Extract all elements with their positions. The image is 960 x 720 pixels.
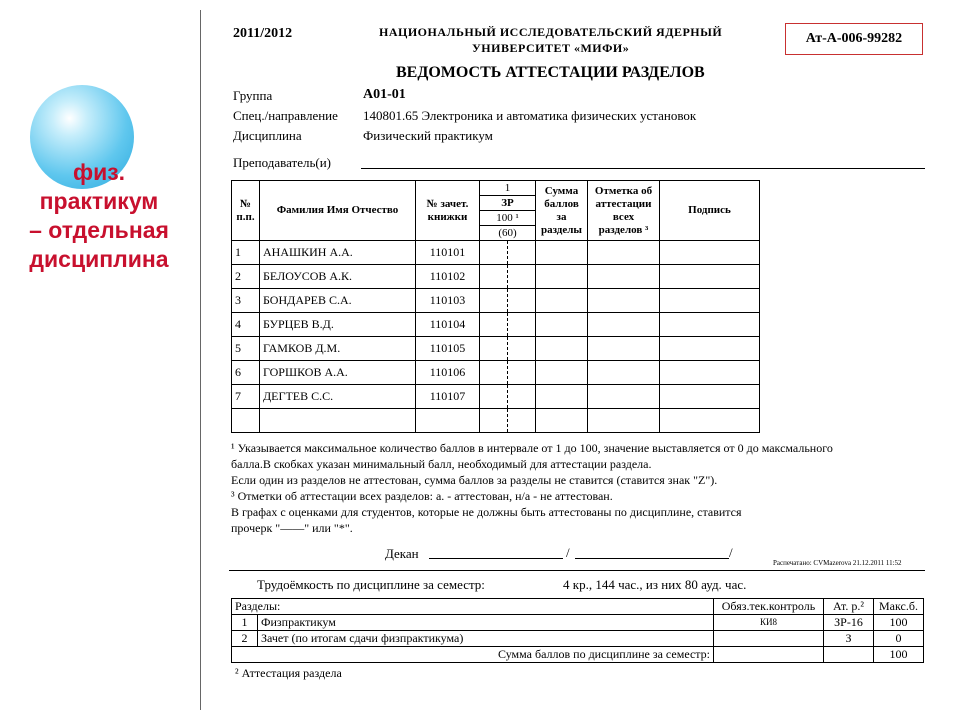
dean-separator: /	[566, 545, 570, 560]
slide-caption-line: физ.	[72, 159, 126, 185]
row-name: ДЕГТЕВ С.С.	[260, 385, 416, 409]
slide-caption	[4, 158, 194, 274]
table-row	[232, 265, 760, 289]
header-section-max: 100 ¹	[480, 211, 536, 226]
header-mark: Отметка об аттестации всех разделов ³	[588, 181, 660, 241]
row-num: 7	[232, 385, 260, 409]
hours-label: Трудоёмкость по дисциплине за семестр:	[257, 577, 485, 592]
section-name: Зачет (по итогам сдачи физпрактикума)	[258, 631, 714, 647]
section-attestation: З	[824, 631, 874, 647]
signature-cell[interactable]	[660, 361, 760, 385]
attestation-header: Ат. р.²	[824, 599, 874, 615]
grade-cell[interactable]	[480, 313, 508, 337]
slide-caption-line: практикум	[39, 188, 159, 214]
signature-cell[interactable]	[660, 289, 760, 313]
grade-cell[interactable]	[508, 313, 536, 337]
empty-cell	[232, 409, 260, 433]
row-book: 110104	[416, 313, 480, 337]
row-name: АНАШКИН А.А.	[260, 241, 416, 265]
grade-cell[interactable]	[508, 265, 536, 289]
header-section-num: 1	[480, 181, 536, 196]
table-row	[232, 241, 760, 265]
empty-cell	[824, 647, 874, 663]
row-name: БЕЛОУСОВ А.К.	[260, 265, 416, 289]
note-line: В графах с оценками для студентов, которые не должны быть аттестованы по дисциплине, ставится	[231, 505, 742, 519]
group-value: А01-01	[363, 87, 406, 102]
row-book: 110106	[416, 361, 480, 385]
university-name	[379, 24, 722, 56]
row-book: 110105	[416, 337, 480, 361]
grade-cell[interactable]	[508, 241, 536, 265]
section-num: 1	[232, 615, 258, 631]
mark-cell[interactable]	[588, 241, 660, 265]
section-max: 0	[874, 631, 924, 647]
row-name: ГАМКОВ Д.М.	[260, 337, 416, 361]
teacher-underline	[361, 168, 925, 169]
note-line: ¹ Указывается максимальное количество баллов в интервале от 1 до 100, значение выставляется от 0 до максмального	[231, 441, 833, 455]
spec-value: 140801.65 Электроника и автоматика физических установок	[363, 108, 697, 123]
attestation-sheet	[200, 10, 941, 710]
header-num: № п.п.	[232, 181, 260, 241]
signature-cell[interactable]	[660, 337, 760, 361]
table-row	[232, 615, 924, 631]
grade-cell[interactable]	[508, 361, 536, 385]
table-row	[232, 313, 760, 337]
empty-cell	[416, 409, 480, 433]
table-row	[232, 337, 760, 361]
note-line: Если один из разделов не аттестован, сумма баллов за разделы не ставится (ставится знак "Z").	[231, 473, 718, 487]
document-code: Ат-А-006-99282	[785, 23, 923, 55]
row-name: БОНДАРЕВ С.А.	[260, 289, 416, 313]
grade-cell[interactable]	[508, 337, 536, 361]
empty-cell	[536, 409, 588, 433]
grade-cell[interactable]	[480, 241, 508, 265]
empty-cell	[714, 647, 824, 663]
attestation-footnote: ² Аттестация раздела	[235, 666, 342, 680]
section-num: 2	[232, 631, 258, 647]
sum-cell[interactable]	[536, 361, 588, 385]
table-row	[232, 361, 760, 385]
sum-cell[interactable]	[536, 313, 588, 337]
sum-cell[interactable]	[536, 385, 588, 409]
printed-stamp: Распечатано: CVMazerova 21.12.2011 11:52	[773, 559, 902, 567]
group-label: Группа	[233, 88, 273, 103]
spec-label: Спец./направление	[233, 108, 338, 123]
row-num: 6	[232, 361, 260, 385]
total-value: 100	[874, 647, 924, 663]
signature-cell[interactable]	[660, 265, 760, 289]
table-row	[232, 385, 760, 409]
discipline-label: Дисциплина	[233, 128, 302, 143]
section-attestation: ЗР-16	[824, 615, 874, 631]
note-line: прочерк "——" или "*".	[231, 521, 353, 535]
total-row	[232, 647, 924, 663]
dean-label: Декан	[385, 546, 419, 561]
section-control	[714, 631, 824, 647]
empty-cell	[660, 409, 760, 433]
section-name: Физпрактикум	[258, 615, 714, 631]
row-num: 3	[232, 289, 260, 313]
slide-caption-line: – отдельная	[29, 217, 169, 243]
mark-cell[interactable]	[588, 313, 660, 337]
table-row	[232, 631, 924, 647]
row-name: ГОРШКОВ А.А.	[260, 361, 416, 385]
mark-cell[interactable]	[588, 265, 660, 289]
university-line: УНИВЕРСИТЕТ «МИФИ»	[471, 41, 630, 55]
row-name: БУРЦЕВ В.Д.	[260, 313, 416, 337]
control-header: Обяз.тек.контроль	[714, 599, 824, 615]
mark-cell[interactable]	[588, 385, 660, 409]
hours-value: 4 кр., 144 час., из них 80 ауд. час.	[563, 577, 747, 592]
grade-cell[interactable]	[508, 289, 536, 313]
header-book: № зачет. книжки	[416, 181, 480, 241]
total-label: Сумма баллов по дисциплине за семестр:	[232, 647, 714, 663]
grade-cell[interactable]	[480, 265, 508, 289]
sum-cell[interactable]	[536, 265, 588, 289]
mark-cell[interactable]	[588, 337, 660, 361]
document-title: ВЕДОМОСТЬ АТТЕСТАЦИИ РАЗДЕЛОВ	[396, 64, 705, 81]
dean-line-2	[575, 558, 729, 559]
grade-cell[interactable]	[508, 385, 536, 409]
university-line: НАЦИОНАЛЬНЫЙ ИССЛЕДОВАТЕЛЬСКИЙ ЯДЕРНЫЙ	[379, 25, 723, 39]
grades-table	[231, 180, 760, 433]
table-row	[232, 289, 760, 313]
sum-cell[interactable]	[536, 241, 588, 265]
row-num: 5	[232, 337, 260, 361]
grade-cell[interactable]	[480, 337, 508, 361]
section-control: КИ8	[714, 615, 824, 631]
separator-line	[229, 570, 925, 571]
header-section-min: (60)	[480, 226, 536, 241]
row-num: 2	[232, 265, 260, 289]
mark-cell[interactable]	[588, 289, 660, 313]
header-name: Фамилия Имя Отчество	[260, 181, 416, 241]
empty-cell	[480, 409, 508, 433]
mark-cell[interactable]	[588, 361, 660, 385]
signature-cell[interactable]	[660, 313, 760, 337]
signature-cell[interactable]	[660, 241, 760, 265]
grade-cell[interactable]	[480, 289, 508, 313]
grade-cell[interactable]	[480, 385, 508, 409]
sum-cell[interactable]	[536, 289, 588, 313]
signature-cell[interactable]	[660, 385, 760, 409]
academic-year: 2011/2012	[233, 26, 293, 41]
discipline-value: Физический практикум	[363, 128, 493, 143]
dean-closing: /	[729, 545, 733, 560]
note-line: балла.В скобках указан минимальный балл, необходимый для аттестации раздела.	[231, 457, 652, 471]
table-row-empty	[232, 409, 760, 433]
empty-cell	[260, 409, 416, 433]
row-book: 110102	[416, 265, 480, 289]
row-book: 110101	[416, 241, 480, 265]
sections-header: Разделы:	[232, 599, 714, 615]
note-line: ³ Отметки об аттестации всех разделов: а. - аттестован, н/а - не аттестован.	[231, 489, 613, 503]
empty-cell	[588, 409, 660, 433]
grade-cell[interactable]	[480, 361, 508, 385]
max-header: Макс.б.	[874, 599, 924, 615]
section-max: 100	[874, 615, 924, 631]
footnotes	[231, 440, 833, 536]
row-num: 1	[232, 241, 260, 265]
empty-cell	[508, 409, 536, 433]
sections-table	[231, 598, 924, 663]
row-book: 110107	[416, 385, 480, 409]
sum-cell[interactable]	[536, 337, 588, 361]
row-num: 4	[232, 313, 260, 337]
row-book: 110103	[416, 289, 480, 313]
header-sum: Сумма баллов за разделы	[536, 181, 588, 241]
teacher-label: Преподаватель(и)	[233, 155, 332, 170]
header-signature: Подпись	[660, 181, 760, 241]
slide-caption-line: дисциплина	[29, 246, 169, 272]
header-section-code: ЗР	[480, 196, 536, 211]
dean-line-1	[429, 558, 563, 559]
